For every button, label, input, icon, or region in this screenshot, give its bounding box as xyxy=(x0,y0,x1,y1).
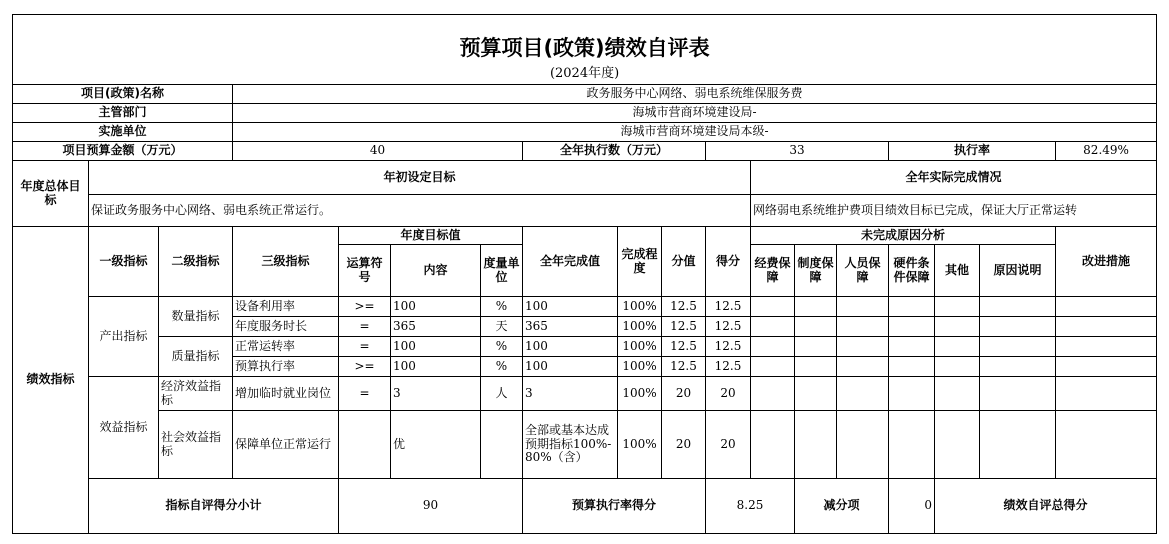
completion-degree-header: 完成程度 xyxy=(618,227,662,297)
reason-hardware-header: 硬件条件保障 xyxy=(889,245,935,297)
indicator-earned: 20 xyxy=(706,411,751,479)
execution-rate-label: 执行率 xyxy=(889,142,1056,161)
indicator-earned: 12.5 xyxy=(706,337,751,357)
actual-completion-text: 网络弱电系统维护费项目绩效目标已完成，保证大厅正常运转 xyxy=(751,195,1157,227)
level2-header: 二级指标 xyxy=(159,227,233,297)
quality-indicator-label: 质量指标 xyxy=(159,337,233,377)
indicator-score: 12.5 xyxy=(662,317,706,337)
indicator-earned: 20 xyxy=(706,377,751,411)
indicator-content: 100 xyxy=(391,337,481,357)
indicator-actual: 3 xyxy=(523,377,618,411)
quantity-indicator-label: 数量指标 xyxy=(159,297,233,337)
indicator-score: 12.5 xyxy=(662,297,706,317)
social-benefit-label: 社会效益指标 xyxy=(159,411,233,479)
reason-fund-header: 经费保障 xyxy=(751,245,795,297)
unit-header: 度量单位 xyxy=(481,245,523,297)
indicator-name: 预算执行率 xyxy=(233,357,339,377)
department-value: 海城市营商环境建设局- xyxy=(233,104,1157,123)
indicator-unit: 人 xyxy=(481,377,523,411)
earned-score-header: 得分 xyxy=(706,227,751,297)
budget-amount-value: 40 xyxy=(233,142,523,161)
implementing-unit-value: 海城市营商环境建设局本级- xyxy=(233,123,1157,142)
annual-target-header: 年度目标值 xyxy=(339,227,523,245)
score-header: 分值 xyxy=(662,227,706,297)
improvement-header: 改进措施 xyxy=(1056,227,1157,297)
evaluation-table xyxy=(12,14,1157,534)
actual-completion-header: 全年实际完成情况 xyxy=(751,161,1157,195)
indicator-earned: 12.5 xyxy=(706,297,751,317)
budget-rate-score-value: 8.25 xyxy=(706,479,795,534)
level3-header: 三级指标 xyxy=(233,227,339,297)
project-name-label: 项目(政策)名称 xyxy=(13,85,233,104)
benefit-indicator-label: 效益指标 xyxy=(89,377,159,479)
indicator-score: 20 xyxy=(662,377,706,411)
overall-goal-label: 年度总体目标 xyxy=(13,161,89,227)
department-label: 主管部门 xyxy=(13,104,233,123)
indicator-operator xyxy=(339,411,391,479)
indicator-operator: = xyxy=(339,377,391,411)
indicator-name: 年度服务时长 xyxy=(233,317,339,337)
indicator-degree: 100% xyxy=(618,337,662,357)
indicator-name: 设备利用率 xyxy=(233,297,339,317)
table-row xyxy=(13,411,1157,479)
total-score-label: 绩效自评总得分 xyxy=(935,479,1157,534)
indicator-name: 增加临时就业岗位 xyxy=(233,377,339,411)
indicator-operator: = xyxy=(339,317,391,337)
indicator-degree: 100% xyxy=(618,317,662,337)
indicator-operator: >= xyxy=(339,357,391,377)
table-row xyxy=(13,297,1157,317)
page-title: 预算项目(政策)绩效自评表 xyxy=(13,15,1157,65)
reason-other-header: 其他 xyxy=(935,245,980,297)
indicator-score: 12.5 xyxy=(662,357,706,377)
indicator-content: 100 xyxy=(391,297,481,317)
economic-benefit-label: 经济效益指标 xyxy=(159,377,233,411)
indicator-content: 100 xyxy=(391,357,481,377)
reason-description-header: 原因说明 xyxy=(980,245,1056,297)
indicator-content: 优 xyxy=(391,411,481,479)
indicator-actual: 100 xyxy=(523,337,618,357)
initial-goal-text: 保证政务服务中心网络、弱电系统正常运行。 xyxy=(89,195,751,227)
reason-staff-header: 人员保障 xyxy=(837,245,889,297)
self-evaluation-sheet xyxy=(12,14,1156,513)
subtotal-value: 90 xyxy=(339,479,523,534)
project-name-value: 政务服务中心网络、弱电系统维保服务费 xyxy=(233,85,1157,104)
indicator-degree: 100% xyxy=(618,357,662,377)
indicator-name: 保障单位正常运行 xyxy=(233,411,339,479)
operator-header: 运算符号 xyxy=(339,245,391,297)
indicator-degree: 100% xyxy=(618,297,662,317)
indicator-score: 12.5 xyxy=(662,337,706,357)
output-indicator-label: 产出指标 xyxy=(89,297,159,377)
deduction-value: 0 xyxy=(889,479,935,534)
indicator-earned: 12.5 xyxy=(706,317,751,337)
indicator-degree: 100% xyxy=(618,411,662,479)
deduction-label: 减分项 xyxy=(795,479,889,534)
indicator-actual: 全部或基本达成预期指标100%-80%（含） xyxy=(523,411,618,479)
reason-system-header: 制度保障 xyxy=(795,245,837,297)
budget-amount-label: 项目预算金额（万元） xyxy=(13,142,233,161)
implementing-unit-label: 实施单位 xyxy=(13,123,233,142)
annual-execution-label: 全年执行数（万元） xyxy=(523,142,706,161)
indicator-unit: % xyxy=(481,357,523,377)
indicator-degree: 100% xyxy=(618,377,662,411)
indicator-content: 365 xyxy=(391,317,481,337)
report-year: (2024年度) xyxy=(13,64,1157,85)
initial-goal-header: 年初设定目标 xyxy=(89,161,751,195)
indicator-actual: 365 xyxy=(523,317,618,337)
performance-indicators-label: 绩效指标 xyxy=(13,227,89,534)
level1-header: 一级指标 xyxy=(89,227,159,297)
annual-execution-value: 33 xyxy=(706,142,889,161)
content-header: 内容 xyxy=(391,245,481,297)
indicator-name: 正常运转率 xyxy=(233,337,339,357)
indicator-operator: >= xyxy=(339,297,391,317)
subtotal-label: 指标自评得分小计 xyxy=(89,479,339,534)
table-row xyxy=(13,377,1157,411)
indicator-content: 3 xyxy=(391,377,481,411)
execution-rate-value: 82.49% xyxy=(1056,142,1157,161)
indicator-unit xyxy=(481,411,523,479)
table-row xyxy=(13,337,1157,357)
indicator-actual: 100 xyxy=(523,297,618,317)
indicator-unit: % xyxy=(481,337,523,357)
reason-analysis-header: 未完成原因分析 xyxy=(751,227,1056,245)
budget-rate-score-label: 预算执行率得分 xyxy=(523,479,706,534)
indicator-score: 20 xyxy=(662,411,706,479)
indicator-operator: = xyxy=(339,337,391,357)
indicator-unit: 天 xyxy=(481,317,523,337)
indicator-actual: 100 xyxy=(523,357,618,377)
actual-value-header: 全年完成值 xyxy=(523,227,618,297)
indicator-earned: 12.5 xyxy=(706,357,751,377)
indicator-unit: % xyxy=(481,297,523,317)
